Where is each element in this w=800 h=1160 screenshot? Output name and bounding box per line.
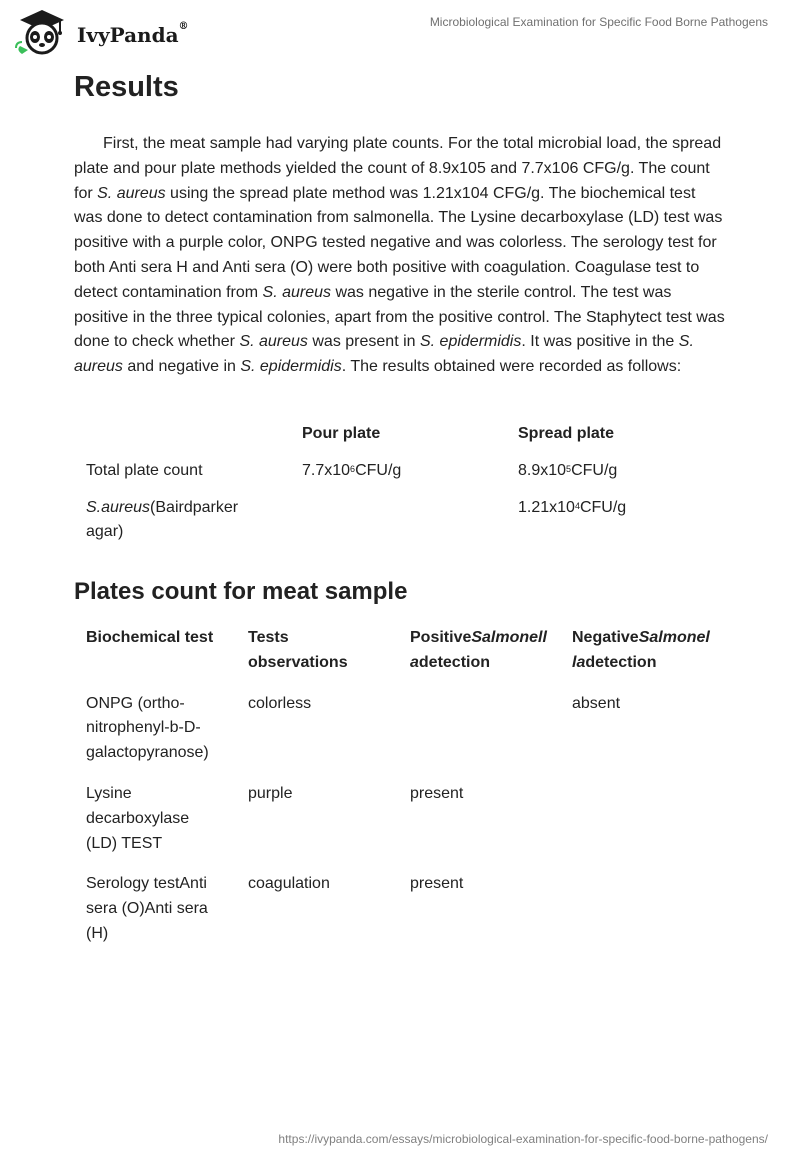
species-name: S. aureus	[262, 283, 332, 301]
cell-observation: colorless	[248, 694, 312, 712]
paragraph-text: was present in	[307, 333, 420, 351]
species-name: S. epidermidis	[240, 358, 342, 376]
logo-wordmark: IvyPanda®	[77, 21, 189, 47]
table-row	[74, 492, 726, 554]
biochemical-test-table	[74, 624, 726, 963]
table-row	[74, 872, 726, 962]
document-title: Microbiological Examination for Specific Food Borne Pathogens	[429, 15, 768, 29]
species-name: S. aureus	[74, 333, 694, 376]
plate-count-table	[74, 418, 726, 553]
cell-positive: present	[410, 875, 464, 893]
cell-test: ONPG (ortho-nitrophenyl-b-D-galactopyranose)	[86, 694, 209, 762]
species-name: S. aureus	[97, 184, 166, 202]
paragraph-text: . It was positive in the	[521, 333, 679, 351]
cell-total-spread: $8.9x10^5CFU/g$	[518, 461, 618, 479]
species-name: S. aureus	[239, 333, 308, 351]
cell-test: Lysine decarboxylase (LD) TEST	[86, 784, 190, 852]
row-label-s-aureus: S.aureus(Bairdparker agar)	[86, 498, 239, 541]
paragraph-text: First, the meat sample had varying plate counts. For the total microbial load, the spread plate and pour plate methods yielded the count of 8.9x105 and 7.7x106 CFG/g. The count for	[74, 135, 722, 202]
cell-negative	[560, 872, 726, 962]
cell-observation: coagulation	[248, 875, 330, 893]
table-row	[74, 692, 726, 782]
paragraph-text: was negative in the sterile control. The test was positive in the three typical colonies, apart from the positive control. The Staphytect test was done to check whether	[74, 283, 725, 351]
header-biochemical-test: Biochemical test	[86, 629, 214, 646]
paragraph-text: . The results obtained were recorded as follows:	[341, 358, 682, 376]
results-paragraph	[74, 132, 726, 380]
cell-negative: absent	[572, 694, 621, 712]
table-header-row	[74, 418, 726, 455]
cell-observation: purple	[248, 784, 293, 802]
paragraph-text: and negative in	[122, 358, 241, 376]
cell-negative	[560, 782, 726, 872]
table-header-spread-plate: Spread plate	[518, 425, 615, 442]
cell-positive	[398, 692, 560, 782]
paragraph-text: using the spread plate method was 1.21x104 CFG/g. The biochemical test was done to detect contamination from salmonella. The Lysine decarboxylase (LD) test was positive with a purple color, ONPG tested negative and was colorless. The serology test for both Anti sera H and Anti sera (O) were both positive with coagulation. Coagulase test to detect contamination from	[74, 184, 723, 301]
cell-test: Serology testAnti sera (O)Anti sera (H)	[86, 875, 208, 942]
header-negative-salmonella: NegativeSalmonelladetection	[572, 629, 710, 671]
registered-mark: ®	[178, 21, 189, 32]
cell-s-aureus-spread: $1.21x10^4CFU/g$	[518, 498, 627, 516]
table-header-empty	[74, 418, 290, 455]
table-row	[74, 782, 726, 872]
panda-graduate-icon	[14, 8, 70, 56]
row-label-total-plate-count: Total plate count	[86, 461, 203, 479]
cell-total-pour: $7.7x10^6CFU/g$	[302, 461, 402, 479]
ivypanda-logo[interactable]	[14, 8, 204, 56]
header-positive-salmonella: PositiveSalmonelladetection	[410, 629, 547, 671]
species-name: S. epidermidis	[419, 333, 522, 351]
results-heading: Results	[74, 71, 179, 103]
table-header-pour-plate: Pour plate	[302, 425, 381, 442]
source-url-link[interactable]: https://ivypanda.com/essays/microbiological-examination-for-specific-food-borne-pathogens/	[278, 1132, 768, 1146]
table-header-row	[74, 624, 726, 692]
table-row	[74, 455, 726, 492]
header-tests-observations: Tests observations	[248, 629, 348, 671]
cell-positive: present	[410, 784, 464, 802]
cell-s-aureus-pour	[290, 492, 506, 554]
plates-count-heading: Plates count for meat sample	[74, 578, 408, 605]
